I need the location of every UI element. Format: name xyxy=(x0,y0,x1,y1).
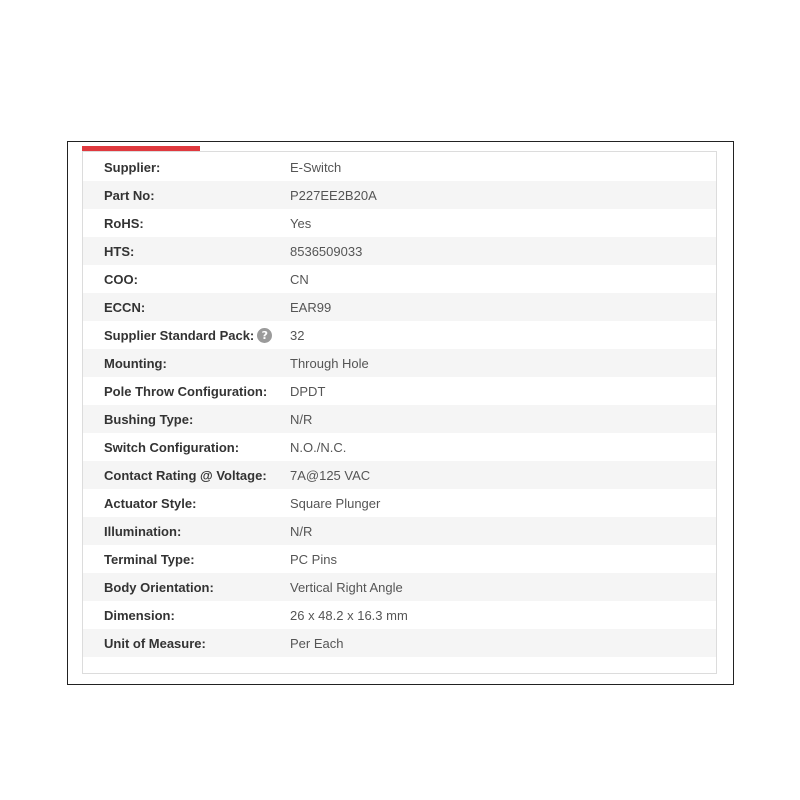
spec-row-eccn xyxy=(83,293,716,321)
spec-row-hts xyxy=(83,237,716,265)
spec-value: Vertical Right Angle xyxy=(290,579,403,595)
spec-value: Square Plunger xyxy=(290,495,381,511)
spec-label: Part No: xyxy=(104,187,155,203)
spec-row-pole-throw-configuration xyxy=(83,377,716,405)
spec-label: ECCN: xyxy=(104,299,146,315)
spec-row-supplier xyxy=(83,153,716,181)
spec-row-dimension xyxy=(83,601,716,629)
spec-row-illumination xyxy=(83,517,716,545)
spec-value: PC Pins xyxy=(290,551,337,567)
spec-label: Pole Throw Configuration: xyxy=(104,383,268,399)
spec-value: Yes xyxy=(290,215,312,231)
spec-label: HTS: xyxy=(104,243,135,259)
spec-row-contact-rating xyxy=(83,461,716,489)
spec-value: N.O./N.C. xyxy=(290,439,347,455)
spec-label: Bushing Type: xyxy=(104,411,194,427)
spec-row-coo xyxy=(83,265,716,293)
spec-label: Dimension: xyxy=(104,607,175,623)
spec-row-mounting xyxy=(83,349,716,377)
spec-label: Contact Rating @ Voltage: xyxy=(104,467,267,483)
spec-value: N/R xyxy=(290,523,313,539)
spec-row-switch-configuration xyxy=(83,433,716,461)
spec-label: Mounting: xyxy=(104,355,167,371)
spec-value: Through Hole xyxy=(290,355,369,371)
spec-value: EAR99 xyxy=(290,299,332,315)
spec-row-bushing-type xyxy=(83,405,716,433)
spec-row-part-no xyxy=(83,181,716,209)
spec-label: Actuator Style: xyxy=(104,495,197,511)
spec-value: 32 xyxy=(290,327,305,343)
spec-row-rohs xyxy=(83,209,716,237)
spec-value: P227EE2B20A xyxy=(290,187,377,203)
spec-label: Supplier: xyxy=(104,159,161,175)
spec-row-body-orientation xyxy=(83,573,716,601)
spec-label: Terminal Type: xyxy=(104,551,195,567)
spec-value: N/R xyxy=(290,411,313,427)
spec-label-text: Supplier Standard Pack: xyxy=(104,327,255,343)
spec-row-terminal-type xyxy=(83,545,716,573)
spec-value: Per Each xyxy=(290,635,344,651)
spec-label: COO: xyxy=(104,271,138,287)
spec-value: E-Switch xyxy=(290,159,342,175)
spec-label: Body Orientation: xyxy=(104,579,214,595)
spec-value: DPDT xyxy=(290,383,326,399)
specifications-table xyxy=(83,153,716,657)
spec-row-actuator-style xyxy=(83,489,716,517)
section-accent-bar xyxy=(82,146,200,151)
spec-value: CN xyxy=(290,271,309,287)
spec-row-supplier-standard-pack xyxy=(83,321,716,349)
spec-value: 7A@125 VAC xyxy=(290,467,371,483)
spec-row-unit-of-measure xyxy=(83,629,716,657)
spec-value: 26 x 48.2 x 16.3 mm xyxy=(290,607,408,623)
spec-value: 8536509033 xyxy=(290,243,363,259)
spec-label: Illumination: xyxy=(104,523,182,539)
spec-label: RoHS: xyxy=(104,215,144,231)
question-mark-icon[interactable]: ? xyxy=(257,328,272,343)
spec-label: Switch Configuration: xyxy=(104,439,240,455)
spec-label: Unit of Measure: xyxy=(104,635,206,651)
spec-label-with-help xyxy=(83,328,290,343)
